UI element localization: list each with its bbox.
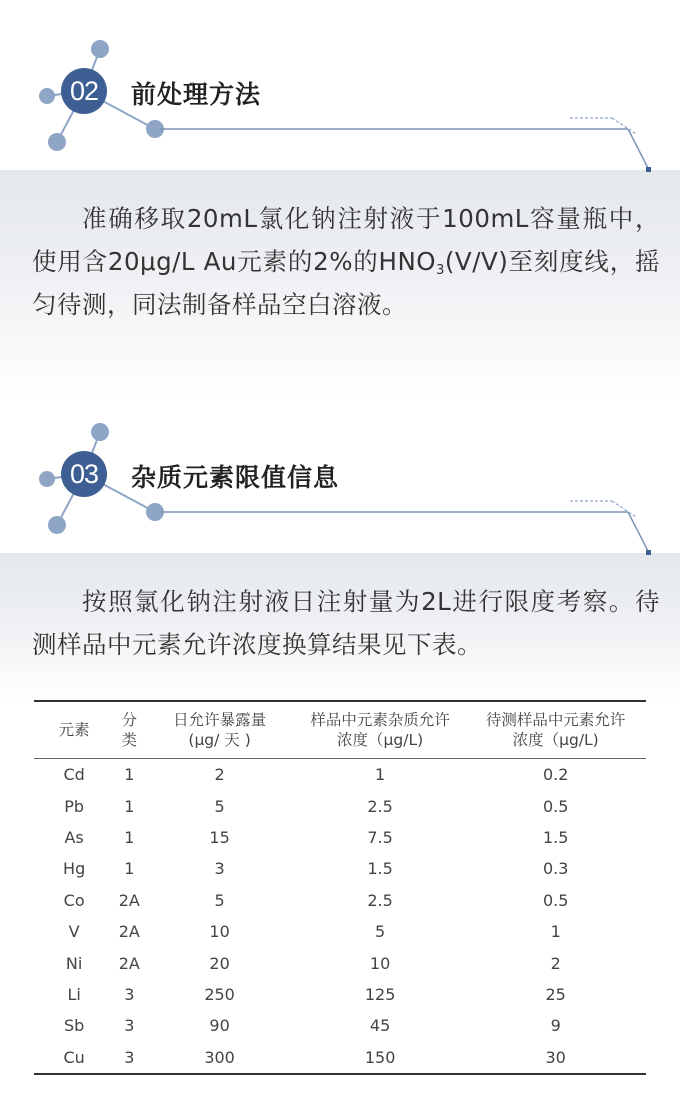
table-cell: 30	[545, 1047, 566, 1067]
section2-number-badge: 02	[61, 68, 107, 114]
table-row	[34, 1042, 646, 1074]
table-cell: 10	[209, 922, 230, 942]
table-header-cell: 样品中元素杂质允许 浓度（μg/L)	[310, 711, 450, 749]
table-row	[34, 979, 646, 1010]
table-header-cell: 待测样品中元素允许 浓度（μg/L)	[485, 711, 626, 749]
table-cell: 0.5	[542, 890, 569, 910]
table-cell: 0.2	[542, 765, 569, 785]
table-cell: 45	[369, 1016, 391, 1036]
table-cell: Ni	[65, 953, 83, 973]
table-cell: 1	[375, 765, 386, 785]
table-cell: 1	[124, 827, 135, 847]
molecule-node	[48, 516, 66, 534]
table-cell: 2A	[118, 890, 140, 910]
table-cell: Cu	[63, 1047, 85, 1067]
table-cell: 1	[124, 859, 135, 879]
molecule-node	[39, 471, 55, 487]
table-row	[34, 916, 646, 947]
table-cell: Pb	[64, 796, 85, 816]
table-cell: V	[68, 922, 80, 942]
section3-paragraph: 按照氯化钠注射液日注射量为2L进行限度考察。待测样品中元素允许浓度换算结果见下表。	[32, 587, 660, 659]
table-cell: As	[64, 827, 84, 847]
section2-title: 前处理方法	[131, 80, 262, 109]
table-cell: 7.5	[367, 827, 393, 847]
table-cell: 2	[214, 765, 225, 785]
table-cell: 2	[550, 953, 561, 973]
table-row	[34, 759, 646, 791]
table-cell: 5	[214, 890, 225, 910]
table-cell: 9	[550, 1016, 561, 1036]
table-cell: 5	[375, 922, 386, 942]
table-header-cell: 分类	[121, 711, 138, 749]
element-limits-table	[34, 700, 646, 1075]
section3-title: 杂质元素限值信息	[131, 463, 340, 492]
table-row	[34, 822, 646, 853]
table-cell: 2A	[118, 922, 140, 942]
table-cell: 300	[204, 1047, 235, 1067]
table-cell: 250	[204, 984, 235, 1004]
table-header-cell: 元素	[58, 721, 90, 739]
table-row	[34, 947, 646, 978]
table-cell: 1	[124, 796, 135, 816]
molecule-node	[48, 133, 66, 151]
table-row	[34, 885, 646, 916]
table-cell: 10	[369, 953, 391, 973]
table-cell: 0.3	[542, 859, 569, 879]
molecule-node	[91, 423, 109, 441]
table-cell: 15	[209, 827, 230, 847]
table-cell: Cd	[63, 765, 85, 785]
table-header-cell: 日允许暴露量 (μg/ 天 )	[173, 711, 267, 749]
table-row	[34, 853, 646, 884]
table-cell: 0.5	[542, 796, 569, 816]
table-cell: 5	[214, 796, 225, 816]
table-cell: 1	[550, 922, 561, 942]
table-cell: 2.5	[367, 890, 393, 910]
table-cell: Co	[63, 890, 85, 910]
table-cell: 3	[124, 984, 135, 1004]
table-row	[34, 790, 646, 821]
table-header-row	[34, 701, 646, 759]
table-cell: 3	[214, 859, 225, 879]
table-cell: 2A	[118, 953, 140, 973]
table-cell: 125	[364, 984, 396, 1004]
table-row	[34, 1010, 646, 1041]
section3-number-badge: 03	[61, 451, 107, 497]
table-cell: Sb	[63, 1016, 85, 1036]
table-cell: 1.5	[542, 827, 569, 847]
section2-paragraph: 准确移取20mL氯化钠注射液于100mL容量瓶中，使用含20μg/L Au元素的2%的$HNO_3(V/V)$至刻度线，摇匀待测，同法制备样品空白溶液。	[32, 204, 660, 319]
table-cell: 25	[545, 984, 566, 1004]
table-cell: 90	[209, 1016, 230, 1036]
table-cell: 3	[124, 1016, 135, 1036]
table-cell: Li	[67, 984, 81, 1004]
table-cell: Hg	[63, 859, 86, 879]
table-cell: 1	[124, 765, 135, 785]
molecule-node	[39, 88, 55, 104]
table-cell: 1.5	[367, 859, 393, 879]
table-cell: 2.5	[367, 796, 393, 816]
molecule-node	[91, 40, 109, 58]
table-cell: 150	[364, 1047, 396, 1067]
table-cell: 3	[124, 1047, 135, 1067]
table-cell: 20	[209, 953, 230, 973]
